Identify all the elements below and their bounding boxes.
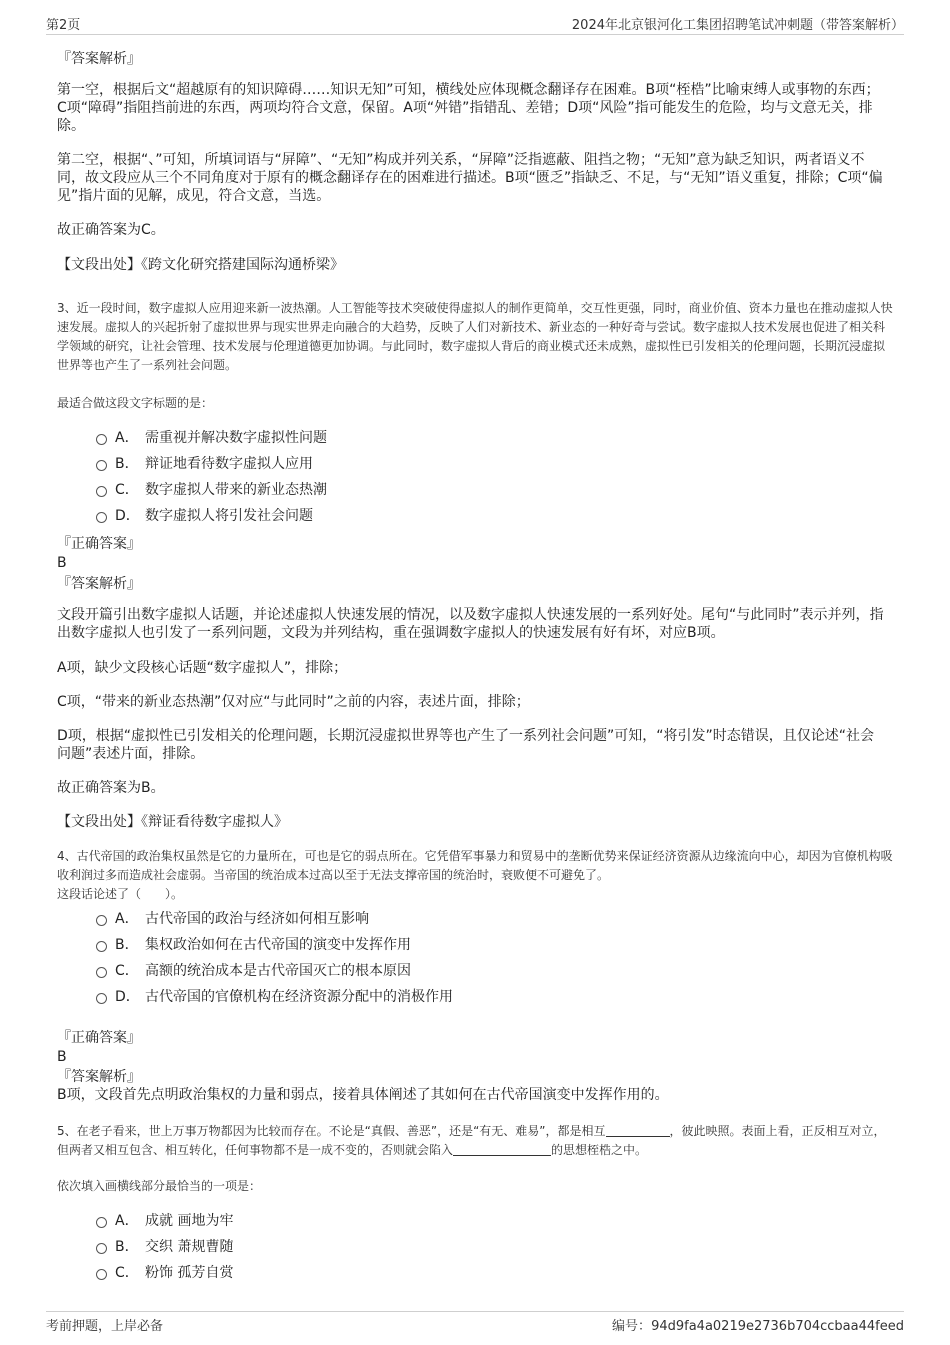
q4-option-b[interactable]: B． 集权政治如何在古代帝国的演变中发挥作用 bbox=[96, 936, 411, 954]
radio-icon[interactable] bbox=[96, 434, 107, 445]
q3-analysis-paragraph-4: D项，根据“虚拟性已引发相关的伦理问题，长期沉浸虚拟世界等也产生了一系列社会问题”可知，“将引发”时态错误，且仅论述“社会问题”表述片面，排除。 bbox=[57, 728, 875, 762]
q3-analysis-paragraph-1: 文段开篇引出数字虚拟人话题，并论述虚拟人快速发展的情况，以及数字虚拟人快速发展的一系列好处。尾句“与此同时”表示并列，指出数字虚拟人也引发了一系列问题，文段为并列结构，重在强调数字虚拟人的快速发展有好有坏，对应B项。 bbox=[57, 607, 884, 641]
q3-conclusion: 故正确答案为B。 bbox=[57, 780, 165, 796]
q3-option-a[interactable]: A． 需重视并解决数字虚拟性问题 bbox=[96, 429, 327, 447]
document-title: 2024年北京银河化工集团招聘笔试冲刺题（带答案解析） bbox=[571, 18, 904, 33]
q5-prompt: 依次填入画横线部分最恰当的一项是： bbox=[57, 1179, 262, 1193]
radio-icon[interactable] bbox=[96, 915, 107, 926]
q5-blank-2 bbox=[453, 1143, 551, 1156]
q4-option-a[interactable]: A． 古代帝国的政治与经济如何相互影响 bbox=[96, 910, 369, 928]
radio-icon[interactable] bbox=[96, 1217, 107, 1228]
radio-icon[interactable] bbox=[96, 460, 107, 471]
q3-option-c[interactable]: C． 数字虚拟人带来的新业态热潮 bbox=[96, 481, 327, 499]
q2-source: 【文段出处】《跨文化研究搭建国际沟通桥梁》 bbox=[57, 257, 344, 273]
page-footer bbox=[46, 1311, 904, 1335]
q3-analysis-label: 『答案解析』 bbox=[57, 576, 141, 592]
radio-icon[interactable] bbox=[96, 941, 107, 952]
q4-option-d[interactable]: D． 古代帝国的官僚机构在经济资源分配中的消极作用 bbox=[96, 988, 453, 1006]
q5-option-b[interactable]: B． 交织 萧规曹随 bbox=[96, 1238, 233, 1256]
q4-analysis-paragraph-1: B项，文段首先点明政治集权的力量和弱点，接着具体阐述了其如何在古代帝国演变中发挥作用的。 bbox=[57, 1087, 669, 1103]
q4-option-c[interactable]: C． 高额的统治成本是古代帝国灭亡的根本原因 bbox=[96, 962, 411, 980]
q4-stem: 4、古代帝国的政治集权虽然是它的力量所在，可也是它的弱点所在。它凭借军事暴力和贸易中的垄断优势来保证经济资源从边缘流向中心，却因为官僚机构吸收利润过多而造成社会虚弱。当帝国的统治成本过高以至于无法支撑帝国的统治时，衰败便不可避免了。 bbox=[57, 849, 893, 882]
q5-stem: 5、在老子看来，世上万事万物都因为比较而存在。不论是“真假、善恶”，还是“有无、难易”，都是相互 ，彼此映照。表面上看，正反相互对立，但两者又相互包含、相互转化，任何事物都不是一成不变的，否则就会陷入 的思想桎梏之中。 bbox=[57, 1124, 886, 1157]
q3-prompt: 最适合做这段文字标题的是： bbox=[57, 396, 214, 410]
q5-option-a[interactable]: A． 成就 画地为牢 bbox=[96, 1212, 233, 1230]
q4-analysis-label: 『答案解析』 bbox=[57, 1069, 141, 1085]
radio-icon[interactable] bbox=[96, 486, 107, 497]
q5-option-c[interactable]: C． 粉饰 孤芳自赏 bbox=[96, 1264, 233, 1282]
q2-conclusion: 故正确答案为C。 bbox=[57, 222, 165, 238]
q3-option-d[interactable]: D． 数字虚拟人将引发社会问题 bbox=[96, 507, 313, 525]
radio-icon[interactable] bbox=[96, 1269, 107, 1280]
q4-answer-label: 『正确答案』 bbox=[57, 1030, 141, 1046]
q4-prompt: 这段话论述了（ ）。 bbox=[57, 887, 184, 901]
q2-analysis-label: 『答案解析』 bbox=[57, 51, 141, 67]
q3-answer: B bbox=[57, 555, 67, 571]
q3-analysis-paragraph-3: C项，“带来的新业态热潮”仅对应“与此同时”之前的内容，表述片面，排除； bbox=[57, 694, 530, 710]
q3-analysis-paragraph-2: A项，缺少文段核心话题“数字虚拟人”，排除； bbox=[57, 660, 348, 676]
radio-icon[interactable] bbox=[96, 967, 107, 978]
radio-icon[interactable] bbox=[96, 993, 107, 1004]
q3-option-b[interactable]: B． 辩证地看待数字虚拟人应用 bbox=[96, 455, 313, 473]
q5-blank-1 bbox=[606, 1124, 670, 1137]
footer-slogan: 考前押题，上岸必备 bbox=[46, 1319, 164, 1334]
document-code: 编号：94d9fa4a0219e2736b704ccbaa44feed bbox=[612, 1319, 904, 1334]
q3-answer-label: 『正确答案』 bbox=[57, 536, 141, 552]
q3-source: 【文段出处】《辩证看待数字虚拟人》 bbox=[57, 814, 288, 830]
q3-stem: 3、近一段时间，数字虚拟人应用迎来新一波热潮。人工智能等技术突破使得虚拟人的制作更简单，交互性更强，同时，商业价值、资本力量也在推动虚拟人快速发展。虚拟人的兴起折射了虚拟世界与现实世界走向融合的大趋势，反映了人们对新技术、新业态的一种好奇与尝试。数字虚拟人技术发展也促进了相关科学领域的研究，让社会管理、技术发展与伦理道德更加协调。与此同时，数字虚拟人背后的商业模式还未成熟，虚拟性已引发相关的伦理问题，长期沉浸虚拟世界等也产生了一系列社会问题。 bbox=[57, 301, 893, 372]
q2-analysis-paragraph-2: 第二空，根据“、”可知，所填词语与“屏障”、“无知”构成并列关系，“屏障”泛指遮蔽、阻挡之物；“无知”意为缺乏知识，两者语义不同，故文段应从三个不同角度对于原有的概念翻译存在的困难进行描述。B项“匮乏”指缺乏、不足，与“无知”语义重复，排除；C项“偏见”指片面的见解，成见，符合文意，当选。 bbox=[57, 152, 883, 204]
page-header bbox=[46, 14, 904, 35]
q2-analysis-paragraph-1: 第一空，根据后文“超越原有的知识障碍……知识无知”可知，横线处应体现概念翻译存在困难。B项“桎梏”比喻束缚人或事物的东西；C项“障碍”指阻挡前进的东西，两项均符合文意，保留。A项“舛错”指错乱、差错；D项“风险”指可能发生的危险，均与文意无关，排除。 bbox=[57, 82, 880, 134]
radio-icon[interactable] bbox=[96, 1243, 107, 1254]
radio-icon[interactable] bbox=[96, 512, 107, 523]
page-number: 第2页 bbox=[46, 18, 81, 33]
q4-answer: B bbox=[57, 1049, 67, 1065]
